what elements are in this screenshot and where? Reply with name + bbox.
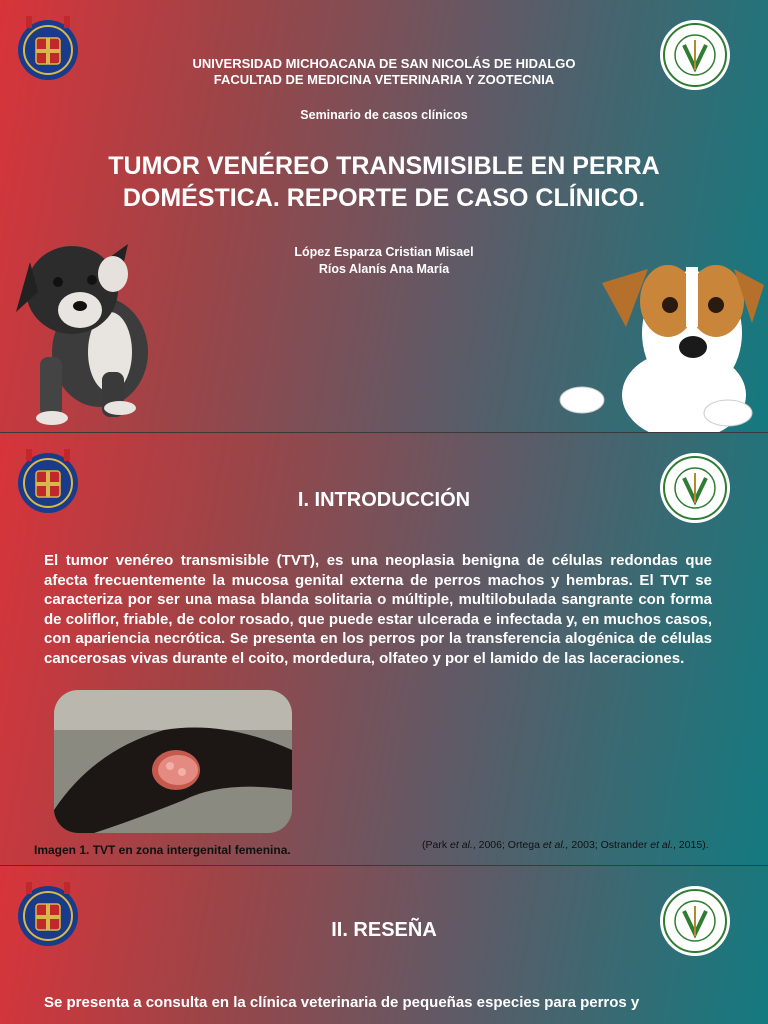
image-caption: Imagen 1. TVT en zona intergenital femenina. <box>34 843 291 857</box>
resena-slide <box>0 865 768 1024</box>
section-heading: II. RESEÑA <box>331 919 437 941</box>
title-line-2: DOMÉSTICA. REPORTE DE CASO CLÍNICO. <box>122 184 646 212</box>
introduction-paragraph: El tumor venéreo transmisible (TVT), es una neoplasia benigna de células redondas que afecta frecuentemente la mucosa genital externa de perros machos y hembras. El TVT se caracteriza por ser una masa blanda solitaria o múltiple, multilobulada sangrante con forma de coliflor, friable, de color rosado, que puede estar ulcerada e infectada y, en muchos casos, con apariencia necrótica. Se presenta en los perros por la transferencia alogénica de células cancerosas vivas durante el coito, mordedura, olfateo y por el lamido de las laceraciones. <box>44 552 712 667</box>
title-slide <box>0 0 768 432</box>
university-name: UNIVERSIDAD MICHOACANA DE SAN NICOLÁS DE HIDALGO <box>192 56 576 71</box>
author-2: Ríos Alanís Ana María <box>318 262 450 276</box>
resena-paragraph: Se presenta a consulta en la clínica veterinaria de pequeñas especies para perros y <box>44 994 640 1011</box>
tvt-photo <box>54 690 292 833</box>
title-line-1: TUMOR VENÉREO TRANSMISIBLE EN PERRA <box>108 152 660 180</box>
citation-text-1: (Park <box>422 839 451 851</box>
slide-title <box>0 150 768 214</box>
faculty-seal-logo <box>658 451 732 525</box>
citation-text-4: , 2015). <box>673 839 709 851</box>
seminar-label: Seminario de casos clínicos <box>300 108 468 122</box>
citation-text-3: 2003; Ostrander <box>568 839 651 851</box>
puppy-image <box>10 222 155 427</box>
citation-etal-3: et al. <box>650 839 673 851</box>
dog-image <box>556 245 766 432</box>
introduction-slide <box>0 432 768 865</box>
section-heading: I. INTRODUCCIÓN <box>297 489 471 511</box>
citation-etal-2: et al., <box>542 839 569 851</box>
author-1: López Esparza Cristian Misael <box>294 245 474 259</box>
university-header <box>0 56 768 88</box>
citation-etal-1: et al. <box>450 839 473 851</box>
citation-text-2: , 2006; Ortega <box>472 839 543 851</box>
citation <box>422 839 722 852</box>
faculty-name: FACULTAD DE MEDICINA VETERINARIA Y ZOOTECNIA <box>213 72 555 87</box>
